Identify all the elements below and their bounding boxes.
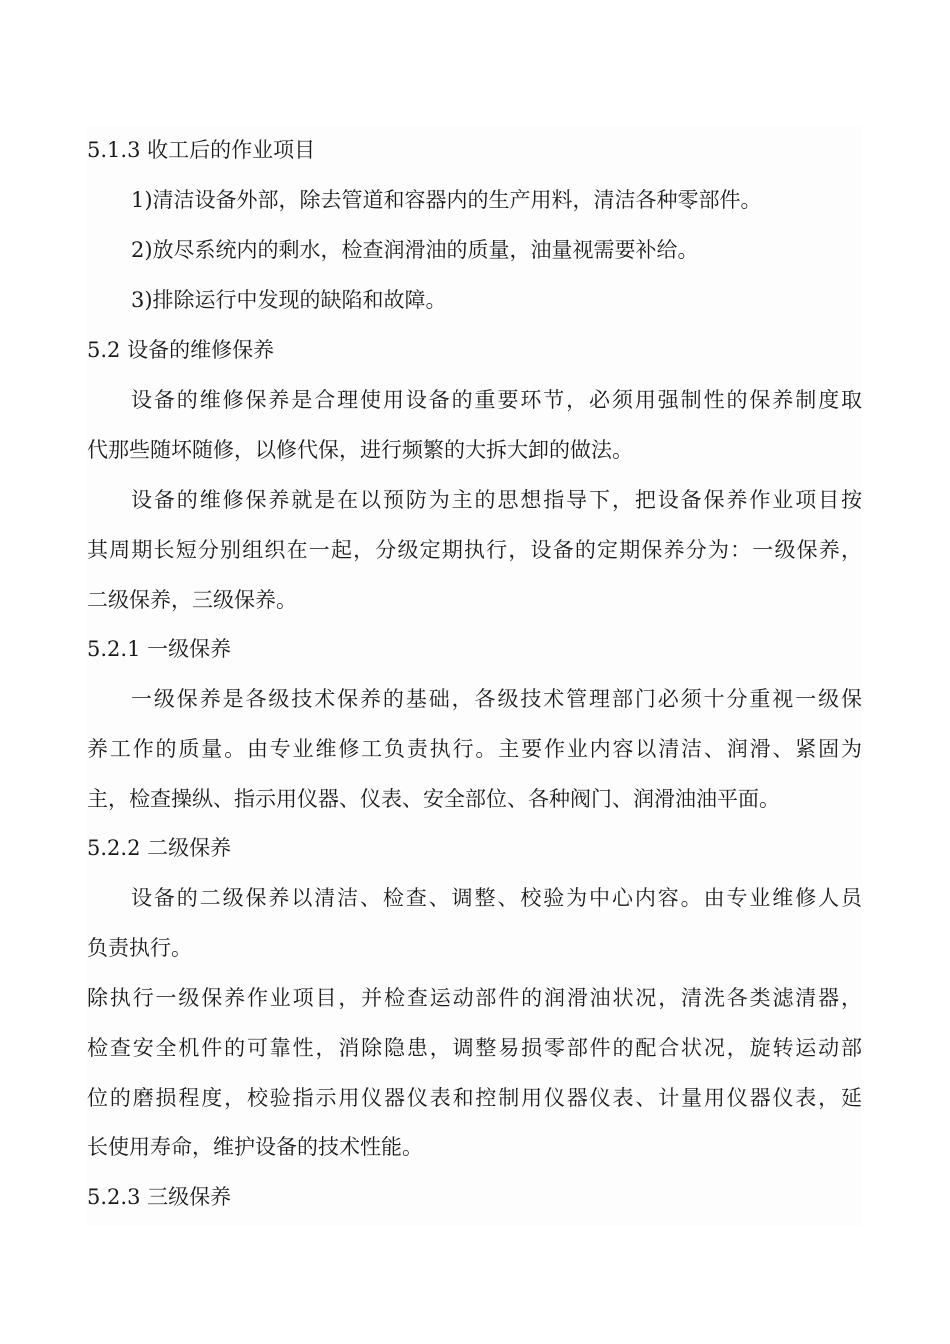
section-heading-5-2-3: 5.2.3 三级保养 [87,1185,232,1209]
paragraph-line: 设备的维修保养是合理使用设备的重要环节，必须用强制性的保养制度取 [131,388,862,412]
list-item-2: 2)放尽系统内的剩水，检查润滑油的质量，油量视需要补给。 [131,238,699,262]
section-heading-5-2-1: 5.2.1 一级保养 [87,637,232,661]
section-heading-5-1-3: 5.1.3 收工后的作业项目 [87,138,316,162]
paragraph-line: 设备的二级保养以清洁、检查、调整、校验为中心内容。由专业维修人员 [131,886,862,910]
section-heading-5-2-2: 5.2.2 二级保养 [87,836,232,860]
paragraph-line: 二级保养，三级保养。 [87,588,297,612]
document-body [87,126,862,1226]
paragraph-line: 一级保养是各级技术保养的基础，各级技术管理部门必须十分重视一级保 [131,687,862,711]
paragraph-line: 其周期长短分别组织在一起，分级定期执行，设备的定期保养分为：一级保养， [87,538,862,562]
paragraph-line: 养工作的质量。由专业维修工负责执行。主要作业内容以清洁、润滑、紧固为 [87,737,862,761]
paragraph-line: 长使用寿命，维护设备的技术性能。 [87,1135,423,1159]
paragraph-line: 主，检查操纵、指示用仪器、仪表、安全部位、各种阀门、润滑油油平面。 [87,787,780,811]
paragraph-line: 负责执行。 [87,936,192,960]
section-heading-5-2: 5.2 设备的维修保养 [87,338,275,362]
paragraph-line: 代那些随坏随修，以修代保，进行频繁的大拆大卸的做法。 [87,438,633,462]
paragraph-line: 位的磨损程度，校验指示用仪器仪表和控制用仪器仪表、计量用仪器仪表，延 [87,1086,862,1110]
list-item-3: 3)排除运行中发现的缺陷和故障。 [131,288,447,312]
paragraph-line: 设备的维修保养就是在以预防为主的思想指导下，把设备保养作业项目按 [131,488,862,512]
list-item-1: 1)清洁设备外部，除去管道和容器内的生产用料，清洁各种零部件。 [131,188,762,212]
paragraph-line: 除执行一级保养作业项目，并检查运动部件的润滑油状况，清洗各类滤清器， [87,986,862,1010]
paragraph-line: 检查安全机件的可靠性，消除隐患，调整易损零部件的配合状况，旋转运动部 [87,1036,862,1060]
